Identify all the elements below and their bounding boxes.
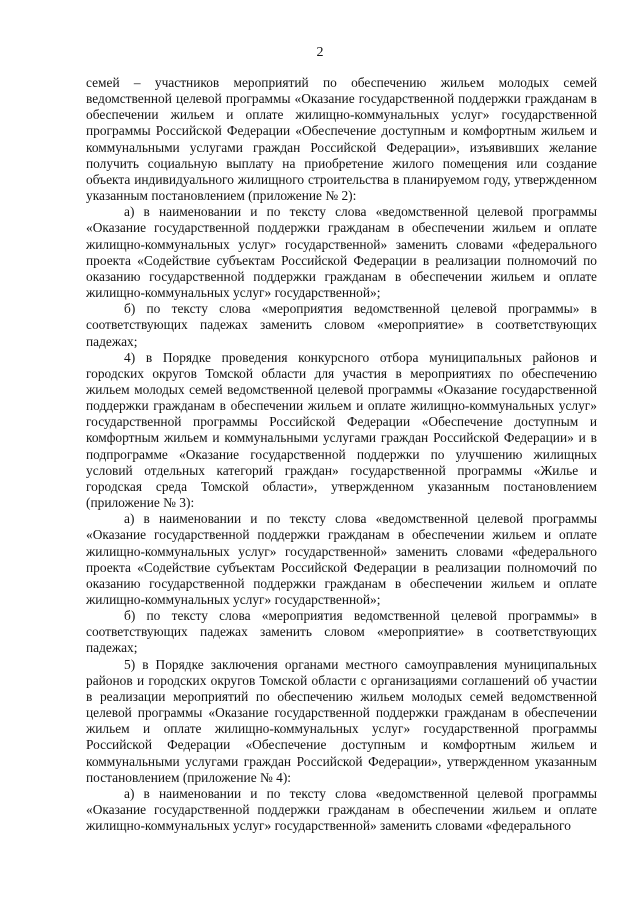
paragraph-item-b-section-4: б) по тексту слова «мероприятия ведомственной целевой программы» в соответствующих падежах заменить словом «мероприятие» в соответствующих падежах; <box>86 608 597 656</box>
paragraph-continuation: семей – участников мероприятий по обеспечению жильем молодых семей ведомственной целевой программы «Оказание государственной поддержки гражданам в обеспечении жильем и оплате жилищно-коммунальных услуг» государственной программы Российской Федерации «Обеспечение доступным и комфортным жильем и коммунальными услугами граждан Российской Федерации», изъявивших желание получить социальную выплату на приобретение жилого помещения или создание объекта индивидуального жилищного строительства в планируемом году, утвержденном указанным постановлением (приложение № 2): <box>86 75 597 204</box>
paragraph-item-a-section-3: а) в наименовании и по тексту слова «ведомственной целевой программы «Оказание государственной поддержки гражданам в обеспечении жильем и оплате жилищно-коммунальных услуг» государственной» заменить словами «федерального проекта «Содействие субъектам Российской Федерации в реализации полномочий по оказанию государственной поддержки гражданам в обеспечении жильем и оплате жилищно-коммунальных услуг» государственной»; <box>86 204 597 301</box>
paragraph-item-a-section-4: а) в наименовании и по тексту слова «ведомственной целевой программы «Оказание государственной поддержки гражданам в обеспечении жильем и оплате жилищно-коммунальных услуг» государственной» заменить словами «федерального проекта «Содействие субъектам Российской Федерации в реализации полномочий по оказанию государственной поддержки гражданам в обеспечении жильем и оплате жилищно-коммунальных услуг» государственной»; <box>86 511 597 607</box>
paragraph-section-5: 5) в Порядке заключения органами местного самоуправления муниципальных районов и городских округов Томской области с организациями соглашений об участии в реализации мероприятий по обеспечению жильем молодых семей ведомственной целевой программы «Оказание государственной поддержки гражданам в обеспечении жильем и оплате жилищно-коммунальных услуг» государственной программы Российской Федерации «Обеспечение доступным и комфортным жильем и коммунальными услугами граждан Российской Федерации», утвержденном указанным постановлением (приложение № 4): <box>86 656 597 785</box>
paragraph-section-4: 4) в Порядке проведения конкурсного отбора муниципальных районов и городских округов Томской области для участия в мероприятиях по обеспечению жильем молодых семей ведомственной целевой программы «Оказание государственной поддержки гражданам в обеспечении жильем и оплате жилищно-коммунальных услуг» государственной программы Российской Федерации «Обеспечение доступным и комфортным жильем и коммунальными услугами граждан Российской Федерации» и в подпрограмме «Оказание государственной поддержки по улучшению жилищных условий отдельных категорий граждан» государственной программы «Жилье и городская среда Томской области», утвержденном указанным постановлением (приложение № 3): <box>86 349 597 511</box>
document-body <box>86 75 597 834</box>
paragraph-item-b-section-3: б) по тексту слова «мероприятия ведомственной целевой программы» в соответствующих падежах заменить словом «мероприятие» в соответствующих падежах; <box>86 301 597 349</box>
page-number: 2 <box>316 45 324 60</box>
paragraph-item-a-section-5: а) в наименовании и по тексту слова «ведомственной целевой программы «Оказание государственной поддержки гражданам в обеспечении жильем и оплате жилищно-коммунальных услуг» государственной» заменить словами «федерального <box>86 785 597 834</box>
